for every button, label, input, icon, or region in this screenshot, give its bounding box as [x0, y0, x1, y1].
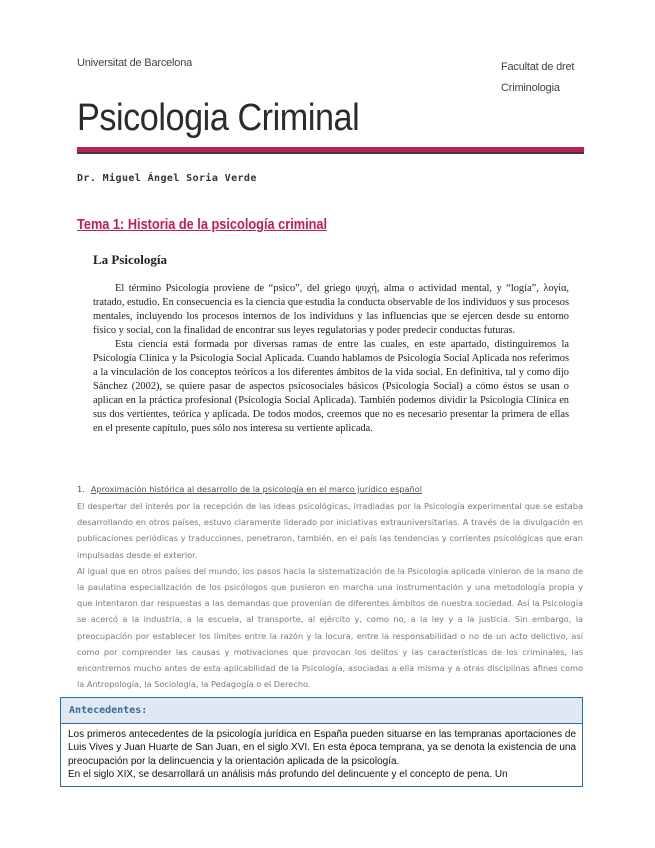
antecedentes-paragraph: En el siglo XIX, se desarrollará un análisis más profundo del delincuente y el concepto de pena. Un: [68, 769, 508, 781]
intro-paragraph: El término Psicología proviene de “psico”, del griego ψυχή, alma o actividad mental, y “logía”, λογία, tratado, estudio. En consecuencia es la ciencia que estudia la conducta observable de los individuos y sus procesos mentales, incluyendo los procesos internos de los individuos y las influencias que se ejercen desde su entorno físico y social, con la finalidad de encontrar sus leyes regulatorias y poder predecir conductas futuras.: [93, 283, 569, 336]
section-title-text: Aproximación histórica al desarrollo de la psicología en el marco jurídico español: [90, 484, 423, 494]
intro-paragraph: Esta ciencia está formada por diversas ramas de entre las cuales, en este apartado, distinguiremos la Psicología Clínica y la Psicología Social Aplicada. Cuando hablamos de Psicología Social Aplicada nos referimos a la vinculación de los conceptos teóricos a los diferentes ámbitos de la vida social. En definitiva, tal y como dijo Sánchez (2002), se quiere pasar de aspectos psicosociales básicos (Psicología Social) a cómo éstos se usan o aplican en la práctica profesional (Psicología Social Aplicada). También podemos dividir la Psicología Clínica en sus dos vertientes, teórica y aplicada. De todos modos, creemos que no es necesario presentar la primera de ellas en el presente capítulo, pues sólo nos interesa su vertiente aplicada.: [93, 339, 569, 434]
section-1: [77, 484, 583, 692]
antecedentes-body: [61, 724, 582, 786]
intro-section: [93, 252, 569, 436]
section-1-title: [77, 484, 583, 494]
header-program: Criminologia: [501, 82, 560, 94]
header-faculty-block: [501, 57, 574, 99]
section-paragraph: El despertar del interés por la recepción de las ideas psicológicas, irradiadas por la Psicología experimental que se estaba desarrollando en otros países, estuvo claramente liderado por iniciativas extrauniversitarias. A través de la divulgación en publicaciones periódicas y traducciones, penetraron, también, en el país las tendencias y corrientes psicológicas que eran impulsadas desde el exterior.: [77, 501, 583, 560]
header-faculty: Facultat de dret: [501, 61, 575, 73]
intro-heading: La Psicología: [93, 252, 168, 267]
chapter-heading: Tema 1: Historia de la psicología criminal: [77, 217, 328, 233]
antecedentes-header: [61, 698, 582, 724]
antecedentes-heading: Antecedentes:: [69, 705, 148, 716]
section-paragraph: Al igual que en otros países del mundo, los pasos hacia la sistematización de la Psicología aplicada vinieron de la mano de la paulatina especialización de los psicólogos que pusieron en marcha una instrumentación y una metodología propia y que intentaron dar respuestas a las demandas que provenían de diferentes ámbitos de nuestra sociedad. Así la Psicología se acercó a la industria, a la escuela, al transporte, al ejército y, como no, a la ley y a la justicia. Sin embargo, la preocupación por establecer los límites entre la razón y la locura, entre la responsabilidad o no de un acto delictivo, así como por comprender las causas y motivaciones que provocan los delitos y las características de los criminales, las encontremos mucho antes de esta aplicabilidad de la Psicología, asociadas a ella misma y a otras disciplinas afines como la Antropología, la Sociología, la Pedagogía o el Derecho.: [77, 565, 583, 690]
antecedentes-box: [60, 697, 583, 787]
document-title: Psicologia Criminal: [77, 97, 360, 139]
header-institution: Universitat de Barcelona: [77, 57, 193, 69]
title-divider: [77, 147, 584, 154]
antecedentes-paragraph: Los primeros antecedentes de la psicología jurídica en España pueden situarse en las tempranas aportaciones de Luis Vives y Juan Huarte de San Juan, en el siglo XVI. En esta época temprana, ya se denota la existencia de una preocupación por la delincuencia y la orientación aplicada de la psicología.: [68, 729, 576, 767]
section-number: 1.: [77, 484, 85, 494]
author-name: Dr. Miguel Ángel Soria Verde: [77, 173, 257, 184]
